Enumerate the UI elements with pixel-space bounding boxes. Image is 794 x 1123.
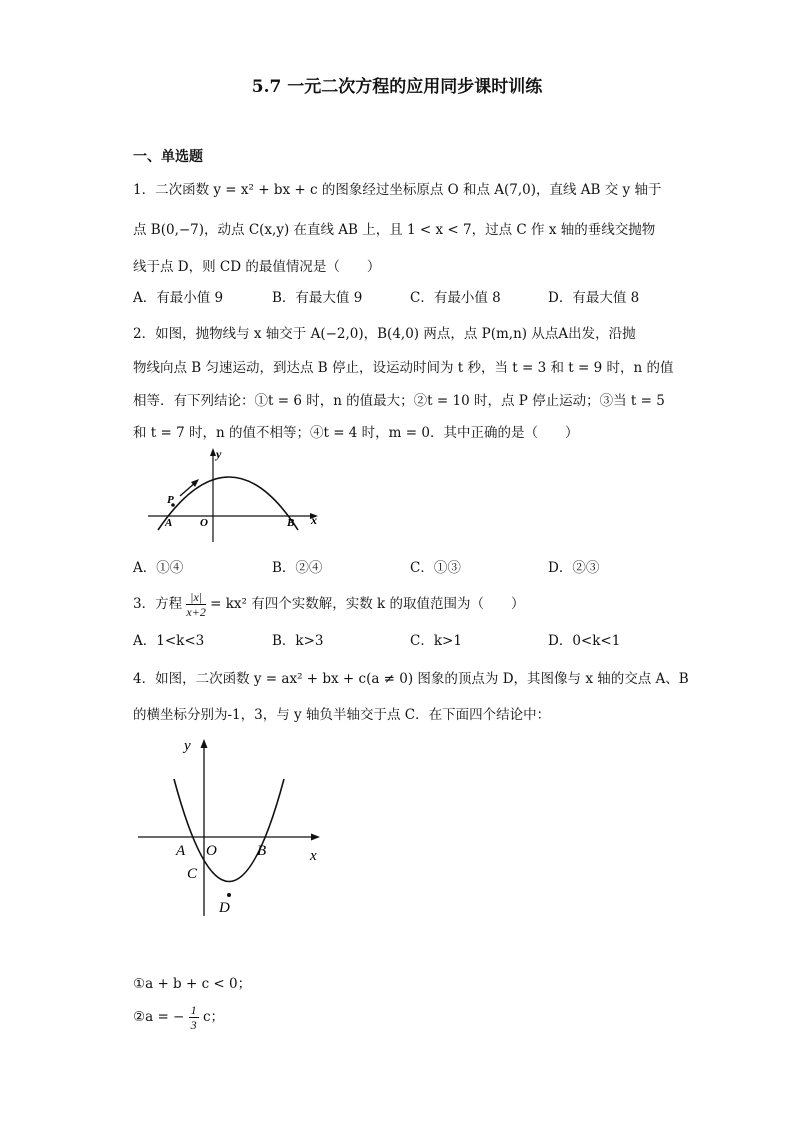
q2-fig-y-label: y	[216, 447, 222, 461]
q4-fig-o-label: O	[206, 843, 217, 859]
q4-fig-c-label: C	[187, 866, 198, 882]
q4-fig-a-label: A	[176, 843, 186, 859]
q1-line-3: 线于点 D，则 CD 的最值情况是（ ）	[133, 259, 381, 275]
q4-line-1: 4．如图，二次函数 y = ax² + bx + c(a ≠ 0) 图象的顶点为 D，其图像与 x 轴的交点 A、B	[133, 671, 689, 687]
q4-fig-d-label: D	[219, 900, 230, 916]
q3-fraction	[186, 590, 205, 619]
section-heading: 一、单选题	[133, 149, 203, 165]
q1-line-1: 1．二次函数 y = x² + bx + c 的图象经过坐标原点 O 和点 A(7,0)，直线 AB 交 y 轴于	[133, 182, 662, 198]
q4-fig-y-label: y	[184, 738, 191, 754]
q4-conclusion-2-suffix: c；	[202, 1009, 225, 1025]
q4-fig-x-label: x	[310, 848, 317, 864]
q2-fig-o-label: O	[200, 517, 208, 529]
q2-line-1: 2．如图，抛物线与 x 轴交于 A(−2,0)，B(4,0) 两点，点 P(m,n) 从点A出发，沿抛	[133, 326, 636, 342]
q2-fig-x-label: x	[311, 513, 317, 527]
q2-option-c[interactable]: C．①③	[410, 560, 461, 576]
q3-line	[133, 590, 525, 619]
q4-conclusion-2	[133, 1003, 224, 1032]
q1-option-c[interactable]: C．有最小值 8	[410, 290, 501, 306]
q4-conclusion-2-fraction	[189, 1003, 199, 1032]
q2-fig-p-label: P	[167, 494, 174, 506]
q3-prefix: 3．方程	[133, 596, 183, 612]
q1-option-b[interactable]: B．有最大值 9	[272, 290, 363, 306]
q3-fraction-numerator: |x|	[186, 590, 205, 605]
q2-line-2: 物线向点 B 匀速运动，到达点 B 停止，设运动时间为 t 秒，当 t = 3 和 t = 9 时，n 的值	[133, 360, 674, 376]
q2-fig-b-label: B	[287, 517, 295, 529]
q2-line-4: 和 t = 7 时，n 的值不相等；④t = 4 时，m = 0．其中正确的是（ ）	[133, 425, 579, 441]
q1-option-a[interactable]: A．有最小值 9	[133, 290, 224, 306]
q4-conclusion-2-prefix: ②a = −	[133, 1009, 185, 1025]
q3-fraction-denominator: x+2	[186, 605, 206, 619]
q2-fig-a-label: A	[165, 517, 173, 529]
q3-option-b[interactable]: B．k>3	[272, 633, 324, 649]
q4-parabola-figure	[136, 734, 332, 920]
q4-conclusion-2-denominator: 3	[190, 1018, 197, 1032]
q4-line-2: 的横坐标分别为-1，3，与 y 轴负半轴交于点 C．在下面四个结论中：	[133, 707, 551, 723]
q2-line-3: 相等．有下列结论：①t = 6 时，n 的值最大；②t = 10 时，点 P 停止运动；③当 t = 5	[133, 393, 665, 409]
q3-option-a[interactable]: A．1<k<3	[133, 633, 205, 649]
q4-conclusion-2-numerator: 1	[190, 1003, 197, 1017]
q4-fig-b-label: B	[257, 843, 267, 859]
q2-option-a[interactable]: A．①④	[133, 560, 184, 576]
q2-parabola-figure	[146, 444, 326, 544]
q3-option-d[interactable]: D．0<k<1	[548, 633, 621, 649]
q3-suffix: = kx² 有四个实数解，实数 k 的取值范围为（ ）	[210, 596, 525, 612]
page-title: 5.7 一元二次方程的应用同步课时训练	[251, 77, 543, 97]
q1-option-d[interactable]: D．有最大值 8	[548, 290, 640, 306]
q2-option-b[interactable]: B．②④	[272, 560, 323, 576]
q3-option-c[interactable]: C．k>1	[410, 633, 462, 649]
q4-conclusion-1: ①a + b + c < 0；	[133, 976, 252, 992]
q1-line-2: 点 B(0,−7)，动点 C(x,y) 在直线 AB 上，且 1 < x < 7，过点 C 作 x 轴的垂线交抛物	[133, 222, 656, 238]
q2-option-d[interactable]: D．②③	[548, 560, 600, 576]
